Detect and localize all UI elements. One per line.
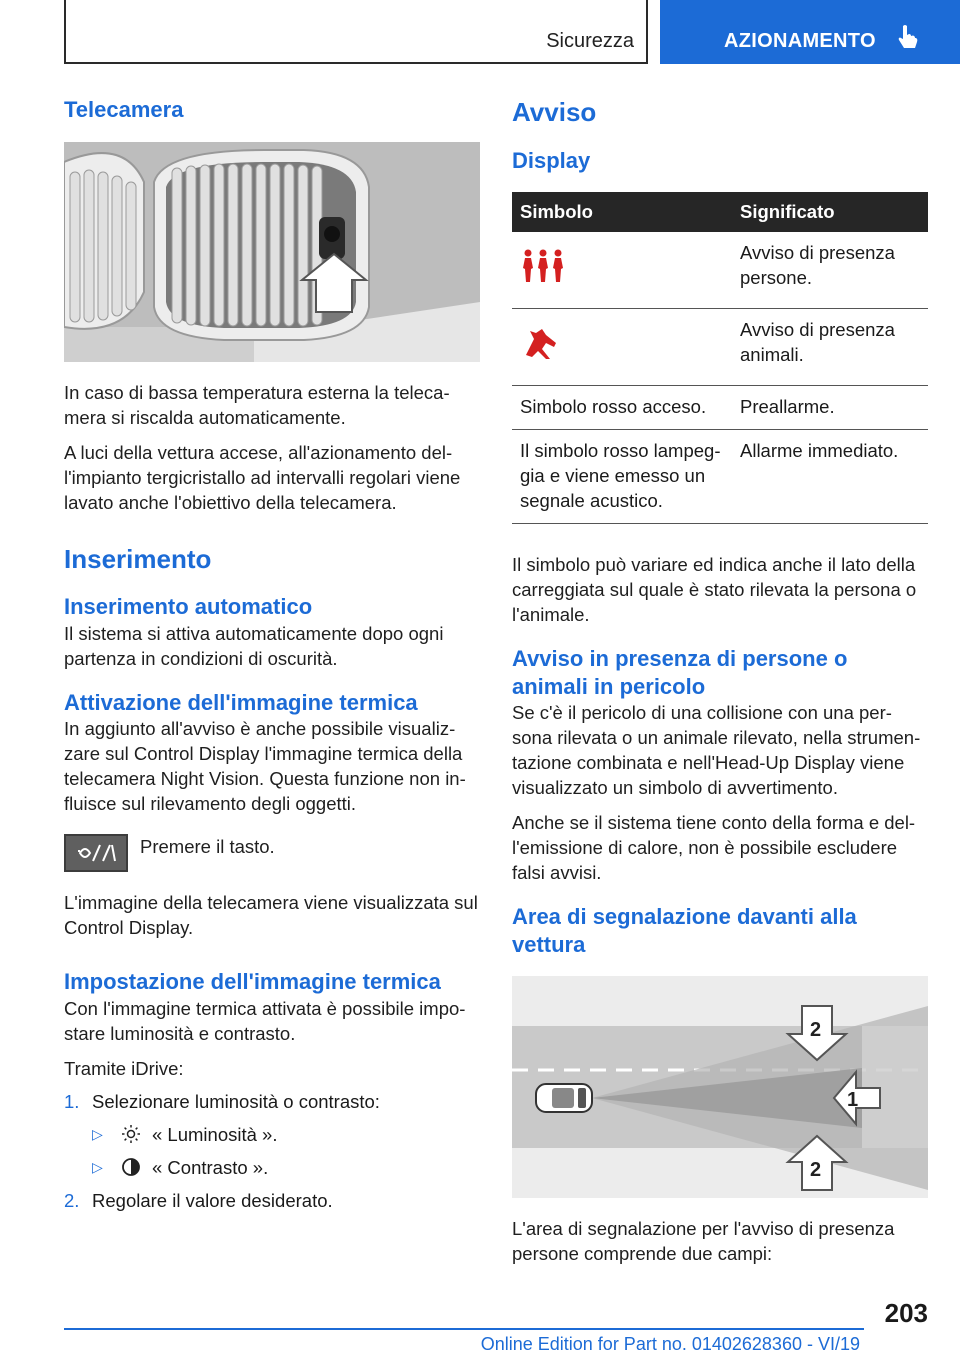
camera-grille-illustration (64, 142, 480, 362)
table-cell-symbol: Il simbolo rosso lampeg- gia e viene emesso un segnale acustico. (512, 430, 732, 524)
paragraph-idrive: Tramite iDrive: (64, 1057, 184, 1079)
heading-pericolo: Avviso in presenza di persone o animali in pericolo (512, 646, 848, 699)
diagram-label-1: 1 (847, 1089, 859, 1111)
table-row (512, 232, 928, 309)
bullet-arrow: ▷ (92, 1158, 103, 1175)
heading-attivazione: Attivazione dell'immagine termica (64, 689, 418, 715)
paragraph-collision: Se c'è il pericolo di una collisione con una per- sona rilevata o un animale rilevato, nella strumen- tazione combinata e nell'Head-Up Display viene visualizzato un simbolo di avvertimento. (512, 702, 921, 798)
left-column (64, 96, 480, 1213)
paragraph-heating: In caso di bassa temperatura esterna la teleca- mera si riscalda automaticamente. (64, 381, 450, 428)
people-warning-icon (520, 267, 566, 288)
button-instruction-row (64, 834, 480, 872)
heading-telecamera: Telecamera (64, 97, 184, 122)
step-1 (64, 1089, 480, 1114)
press-button-text: Premere il tasto. (140, 836, 275, 857)
night-vision-button-icon (64, 834, 128, 872)
bullet-arrow: ▷ (92, 1125, 103, 1142)
step-number: 1. (64, 1090, 80, 1112)
sub-item-text: « Luminosità ». (152, 1123, 278, 1145)
paragraph-area: L'area di segnalazione per l'avviso di presenza persone comprende due campi: (512, 1218, 895, 1264)
header-section-box (64, 0, 648, 64)
paragraph-false-alarms: Anche se il sistema tiene conto della forma e del- l'emissione di calore, non è possibile escludere falsi avvisi. (512, 812, 916, 883)
footer-divider (64, 1328, 864, 1330)
paragraph-attivazione: In aggiunto all'avviso è anche possibile visualiz- zare sul Control Display l'immagine termica della telecamera Night Vision. Questa funzione non in- fluisce sul rilevamento degli oggetti. (64, 718, 466, 814)
heading-impostazione: Impostazione dell'immagine termica (64, 969, 441, 994)
symbol-table (512, 192, 928, 524)
sub-item-contrasto (64, 1155, 480, 1180)
diagram-label-2-top: 2 (810, 1019, 822, 1041)
detection-area-diagram (512, 976, 928, 1198)
brightness-icon (120, 1123, 142, 1145)
table-cell-symbol: Simbolo rosso acceso. (512, 386, 732, 430)
table-cell-meaning: Allarme immediato. (732, 430, 928, 524)
heading-display: Display (512, 147, 591, 173)
step-2 (64, 1188, 480, 1213)
sub-item-text: « Contrasto ». (152, 1156, 269, 1178)
table-cell-meaning: Preallarme. (732, 386, 928, 430)
paragraph-symbol-side: Il simbolo può variare ed indica anche il lato della carreggiata sul quale è stato rilevata la persona o l'animale. (512, 554, 917, 625)
table-header-simbolo: Simbolo (512, 192, 732, 232)
step-text: Regolare il valore desiderato. (92, 1189, 333, 1211)
table-row (512, 386, 928, 430)
animal-warning-icon (520, 344, 560, 365)
page-number: 203 (884, 1298, 928, 1328)
table-row (512, 309, 928, 386)
paragraph-display: L'immagine della telecamera viene visualizzata sul Control Display. (64, 892, 478, 938)
paragraph-washing: A luci della vettura accese, all'azionamento del- l'impianto tergicristallo ad intervalli regolari viene lavato anche l'obiettivo della telecamera. (64, 441, 461, 513)
table-cell-meaning: Avviso di presenza animali. (732, 309, 928, 386)
chapter-tab[interactable] (660, 0, 960, 64)
table-cell-meaning: Avviso di presenza persone. (732, 232, 928, 309)
right-column (512, 96, 928, 1266)
footer-edition: Online Edition for Part no. 01402628360 - VI/19 (480, 1334, 860, 1354)
sub-item-luminosita (64, 1122, 480, 1147)
chapter-tab-label: AZIONAMENTO (724, 30, 876, 52)
heading-inserimento-automatico: Inserimento automatico (64, 594, 313, 619)
paragraph-automatic: Il sistema si attiva automaticamente dopo ogni partenza in condizioni di oscurità. (64, 622, 444, 669)
hand-pointer-icon (896, 24, 918, 55)
step-text: Selezionare luminosità o contrasto: (92, 1090, 380, 1112)
heading-area: Area di segnalazione davanti alla vettura (512, 904, 857, 957)
diagram-label-2-bottom: 2 (810, 1159, 822, 1181)
table-row (512, 430, 928, 524)
step-number: 2. (64, 1189, 80, 1211)
table-header-significato: Significato (732, 192, 928, 232)
heading-avviso: Avviso (512, 97, 597, 127)
heading-inserimento: Inserimento (64, 543, 212, 574)
section-title: Sicurezza (546, 30, 634, 52)
contrast-icon (120, 1156, 142, 1178)
paragraph-impostazione: Con l'immagine termica attivata è possibile impo- stare luminosità e contrasto. (64, 997, 466, 1044)
